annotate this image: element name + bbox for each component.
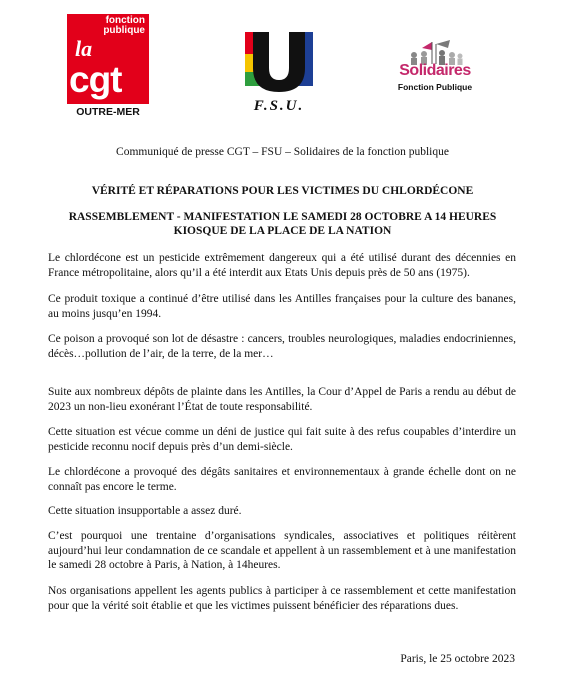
cgt-logo-subtitle: OUTRE-MER <box>76 106 140 118</box>
paragraph-1: Le chlordécone est un pesticide extrêmement dangereux qui a été utilisé durant des décennies en France métropolitaine, alors qu’il a été interdit aux Etats Unis depuis près de 50 ans (1975). <box>48 252 516 279</box>
fsu-logo <box>233 28 325 118</box>
fsu-logo-label: F.S.U. <box>253 98 305 114</box>
solidaires-logo <box>392 38 478 98</box>
cgt-logo-wordmark: cgt <box>69 59 122 100</box>
paragraph-3: Ce poison a provoqué son lot de désastre : cancers, troubles neurologiques, maladies endocriniennes, décès…pollution de l’air, de la terre, de la mer… <box>48 333 516 360</box>
paragraph-8: C’est pourquoi une trentaine d’organisations syndicales, associatives et politiques réitèrent aujourd’hui leur condamnation de ce scandale et appellent à un rassemblement et à une manifestation le samedi 28 octobre à Paris, à Nation, à 14heures. <box>48 530 516 571</box>
main-title: VÉRITÉ ET RÉPARATIONS POUR LES VICTIMES DU CHLORDÉCONE <box>91 185 474 197</box>
paragraph-5: Cette situation est vécue comme un déni de justice qui fait suite à des refus coupables d’interdire un pesticide reconnu nocif depuis près d’un demi-siècle. <box>48 426 516 453</box>
cgt-logo-box <box>67 14 149 104</box>
event-title-line-2: KIOSQUE DE LA PLACE DE LA NATION <box>173 224 392 237</box>
cgt-logo <box>67 14 149 118</box>
cgt-logo-la: la <box>75 36 93 61</box>
fsu-emblem-icon <box>233 28 325 98</box>
paragraph-6: Le chlordécone a provoqué des dégâts sanitaires et environnementaux à grande échelle dont on ne connaît pas encore le terme. <box>48 466 516 493</box>
signature-date: Paris, le 25 octobre 2023 <box>400 653 515 665</box>
solidaires-logo-subtitle: Fonction Publique <box>397 82 473 92</box>
cgt-logo-top-text: fonction publique <box>103 15 145 36</box>
event-title-line-1: RASSEMBLEMENT - MANIFESTATION LE SAMEDI 28 OCTOBRE A 14 HEURES <box>68 211 497 223</box>
paragraph-7: Cette situation insupportable a assez duré. <box>48 505 242 517</box>
paragraph-4: Suite aux nombreux dépôts de plainte dans les Antilles, la Cour d’Appel de Paris a rendu au début de 2023 un non-lieu exonérant l’État de toute responsabilité. <box>48 386 516 413</box>
press-release-label: Communiqué de presse CGT – FSU – Solidaires de la fonction publique <box>116 146 449 158</box>
paragraph-9: Nos organisations appellent les agents publics à participer à ce rassemblement et cette manifestation pour que la vérité soit établie et que les victimes puissent bénéficier des réparations dues. <box>48 585 516 612</box>
event-title <box>0 211 565 238</box>
solidaires-logo-wordmark: Solidaires <box>399 62 471 79</box>
paragraph-2: Ce produit toxique a continué d’être utilisé dans les Antilles françaises pour la culture des bananes, au moins jusqu’en 1994. <box>48 293 516 320</box>
